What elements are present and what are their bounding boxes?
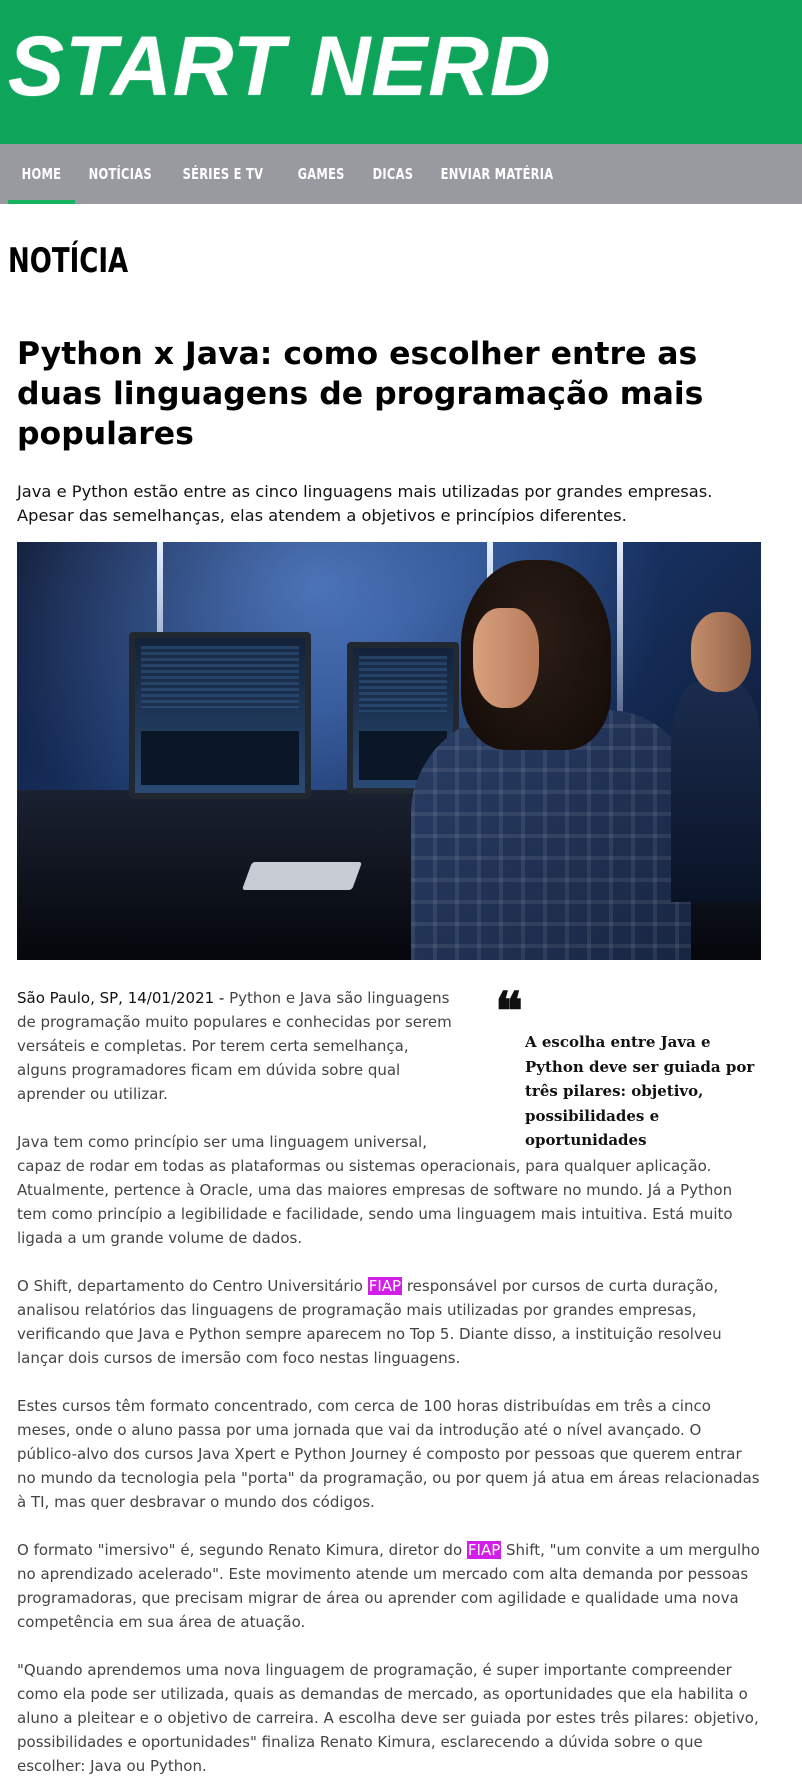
nav-item-enviar-materia[interactable]: ENVIAR MATÉRIA: [440, 165, 554, 183]
article-body: [17, 981, 761, 1778]
hero-woman: [391, 560, 691, 960]
site-logo[interactable]: [8, 19, 552, 113]
hero-monitor: [129, 632, 311, 799]
hero-keyboard: [242, 862, 362, 890]
paragraph-5-before: O formato "imersivo" é, segundo Renato Kimura, diretor do: [17, 1541, 467, 1559]
logo-start: START: [8, 19, 286, 113]
logo-nerd: NERD: [309, 19, 552, 113]
paragraph-5: [17, 1538, 761, 1634]
nav-item-games[interactable]: GAMES: [297, 165, 345, 183]
hero-man: [671, 612, 761, 892]
paragraph-1-text: Python e Java são linguagens de programação muito populares e conhecidas por serem versáteis e completas. Por terem certa semelhança, alguns programadores ficam em dúvida sobre qual aprender ou utilizar.: [17, 989, 452, 1103]
nav-item-home[interactable]: HOME: [8, 144, 75, 204]
paragraph-2: Java tem como princípio ser uma linguagem universal, capaz de rodar em todas as plataformas ou sistemas operacionais, para qualquer aplicação. Atualmente, pertence à Oracle, uma das maiores empresas de software no mundo. Já a Python tem como princípio a legibilidade e facilidade, sendo uma linguagem mais intuitiva. Está muito ligada a um grande volume de dados.: [17, 1133, 733, 1247]
paragraph-6: "Quando aprendemos uma nova linguagem de programação, é super importante compreender como ela pode ser utilizada, quais as demandas de mercado, as oportunidades que ela habilita o aluno a pleitear e o objetivo de carreira. A escolha deve ser guiada por estes três pilares: objetivo, possibilidades e oportunidades" finaliza Renato Kimura, esclarecendo a dúvida sobre o que escolher: Java ou Python.: [17, 1661, 759, 1775]
quote-icon: ❝: [495, 981, 523, 1042]
article-lead: Java e Python estão entre as cinco linguagens mais utilizadas por grandes empresas. Apesar das semelhanças, elas atendem a objetivos e princípios diferentes.: [17, 482, 713, 525]
paragraph-3: [17, 1274, 761, 1370]
nav-item-series-tv[interactable]: SÉRIES E TV: [182, 165, 264, 183]
site-header: [0, 0, 802, 144]
paragraph-3-after: responsável por cursos de curta duração, analisou relatórios das linguagens de programação mais utilizadas por grandes empresas, verificando que Java e Python sempre aparecem no Top 5. Diante disso, a instituição resolveu lançar dois cursos de imersão com foco nestas linguagens.: [17, 1277, 722, 1367]
nav-item-noticias[interactable]: NOTÍCIAS: [88, 165, 152, 183]
article: [17, 334, 761, 1778]
main-nav: [0, 144, 802, 204]
paragraph-5-after: Shift, "um convite a um mergulho no aprendizado acelerado". Este movimento atende um mercado com alta demanda por pessoas programadoras, que precisam migrar de área ou aprender com agilidade e qualidade uma nova competência em sua área de atuação.: [17, 1541, 760, 1631]
dateline: São Paulo, SP, 14/01/2021 -: [17, 989, 225, 1007]
highlight-fiap: FIAP: [467, 1541, 501, 1559]
hero-image: [17, 542, 761, 960]
highlight-fiap: FIAP: [368, 1277, 402, 1295]
nav-item-dicas[interactable]: DICAS: [372, 165, 414, 183]
section-title: NOTÍCIA: [8, 241, 129, 281]
pull-quote-text: A escolha entre Java e Python deve ser guiada por três pilares: objetivo, possibilidades e oportunidades: [525, 1033, 755, 1149]
paragraph-4: Estes cursos têm formato concentrado, com cerca de 100 horas distribuídas em três a cinco meses, onde o aluno passa por uma jornada que vai da introdução até o nível avançado. O público-alvo dos cursos Java Xpert e Python Journey é composto por pessoas que querem entrar no mundo da tecnologia pela "porta" da programação, ou por quem já atua em áreas relacionadas à TI, mas quer desbravar o mundo dos códigos.: [17, 1397, 760, 1511]
pull-quote: [491, 981, 761, 1153]
article-title: Python x Java: como escolher entre as duas linguagens de programação mais populares: [17, 336, 704, 452]
paragraph-3-before: O Shift, departamento do Centro Universitário: [17, 1277, 368, 1295]
